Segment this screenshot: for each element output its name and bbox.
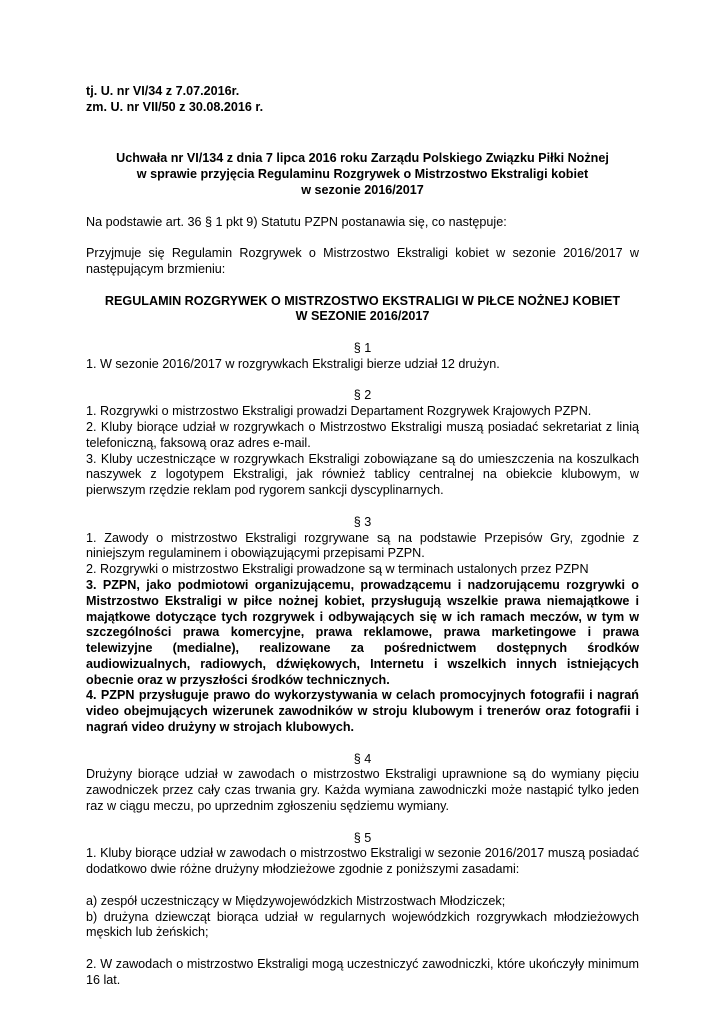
section-mark-3: § 3 <box>353 514 372 529</box>
section-5-item-a: a) zespół uczestniczący w Międzywojewódzkich Mistrzostwach Młodziczek; <box>86 893 506 908</box>
section-3-point-4: 4. PZPN przysługuje prawo do wykorzystywania w celach promocyjnych fotografii i nagrań video obejmujących wizerunek zawodników w stroju klubowym i trenerów oraz fotografii i nagrań video drużyny w strojach klubowych. <box>86 688 639 735</box>
adopt-paragraph: Przyjmuje się Regulamin Rozgrywek o Mistrzostwo Ekstraligi kobiet w sezonie 2016/2017 w następującym brzmieniu: <box>86 246 639 276</box>
section-2-point-1: 1. Rozgrywki o mistrzostwo Ekstraligi prowadzi Departament Rozgrywek Krajowych PZPN. <box>86 404 592 419</box>
section-3-point-3: 3. PZPN, jako podmiotowi organizującemu, prowadzącemu i nadzorującemu rozgrywki o Mistrzostwo Ekstraligi w piłce nożnej kobiet, przysługują wszelkie prawa niemajątkowe i majątkowe dotyczące tych rozgrywek i odbywających się w ich ramach meczów, w tym w szczególności prawa komercyjne, prawa reklamowe, prawa marketingowe i prawa telewizyjne (medialne), realizowane za pośrednictwem dostępnych środków audiowizualnych, radiowych, dźwiękowych, Internetu i wszelkich innych istniejących obecnie oraz w przyszłości środków technicznych. <box>86 577 639 687</box>
section-4-paragraph: Drużyny biorące udział w zawodach o mistrzostwo Ekstraligi uprawnione są do wymiany pięciu zawodniczek przez cały czas trwania gry. Każda wymiana zawodniczki może nastąpić tylko jeden raz w ciągu meczu, po uprzednim zgłoszeniu sędziemu wymiany. <box>86 767 639 814</box>
section-3-point-2: 2. Rozgrywki o mistrzostwo Ekstraligi prowadzone są w terminach ustalonych przez PZPN <box>86 562 589 577</box>
amendment-note-1: tj. U. nr VI/34 z 7.07.2016r. <box>86 84 240 98</box>
intro-paragraph: Na podstawie art. 36 § 1 pkt 9) Statutu PZPN postanawia się, co następuje: <box>86 214 507 229</box>
document-page <box>86 84 639 989</box>
amendment-note-2: zm. U. nr VII/50 z 30.08.2016 r. <box>86 99 264 114</box>
section-1-point-1: 1. W sezonie 2016/2017 w rozgrywkach Ekstraligi bierze udział 12 drużyn. <box>86 356 500 371</box>
section-5-point-2: 2. W zawodach o mistrzostwo Ekstraligi mogą uczestniczyć zawodniczki, które ukończyły minimum 16 lat. <box>86 957 639 987</box>
section-mark-1: § 1 <box>353 340 372 355</box>
section-5-item-b: b) drużyna dziewcząt biorąca udział w regularnych wojewódzkich rozgrywkach młodzieżowych męskich lub żeńskich; <box>86 909 639 940</box>
resolution-title: Uchwała nr VI/134 z dnia 7 lipca 2016 roku Zarządu Polskiego Związku Piłki Nożnej w sprawie przyjęcia Regulaminu Rozgrywek o Mistrzostwo Ekstraligi kobiet w sezonie 2016/2017 <box>116 151 609 197</box>
section-3-point-1: 1. Zawody o mistrzostwo Ekstraligi rozgrywane są na podstawie Przepisów Gry, zgodnie z niniejszym regulaminem i obowiązującymi przepisami PZPN. <box>86 530 639 561</box>
section-mark-4: § 4 <box>353 751 372 766</box>
section-5-point-1: 1. Kluby biorące udział w zawodach o mistrzostwo Ekstraligi w sezonie 2016/2017 muszą posiadać dodatkowo dwie różne drużyny młodzieżowe zgodnie z poniższymi zasadami: <box>86 846 639 877</box>
regulation-title: REGULAMIN ROZGRYWEK O MISTRZOSTWO EKSTRALIGI W PIŁCE NOŻNEJ KOBIET W SEZONIE 2016/2017 <box>104 293 621 324</box>
section-mark-5: § 5 <box>353 830 372 845</box>
section-mark-2: § 2 <box>353 388 372 403</box>
section-2-point-2: 2. Kluby biorące udział w rozgrywkach o Mistrzostwo Ekstraligi muszą posiadać sekretariat z linią telefoniczną, faksową oraz adres e-mail. <box>86 419 639 450</box>
section-2-point-3: 3. Kluby uczestniczące w rozgrywkach Ekstraligi zobowiązane są do umieszczenia na koszulkach naszywek z logotypem Ekstraligi, jak również tablicy centralnej na obiekcie klubowym, w pierwszym rzędzie reklam pod rygorem sankcji dyscyplinarnych. <box>86 451 639 498</box>
